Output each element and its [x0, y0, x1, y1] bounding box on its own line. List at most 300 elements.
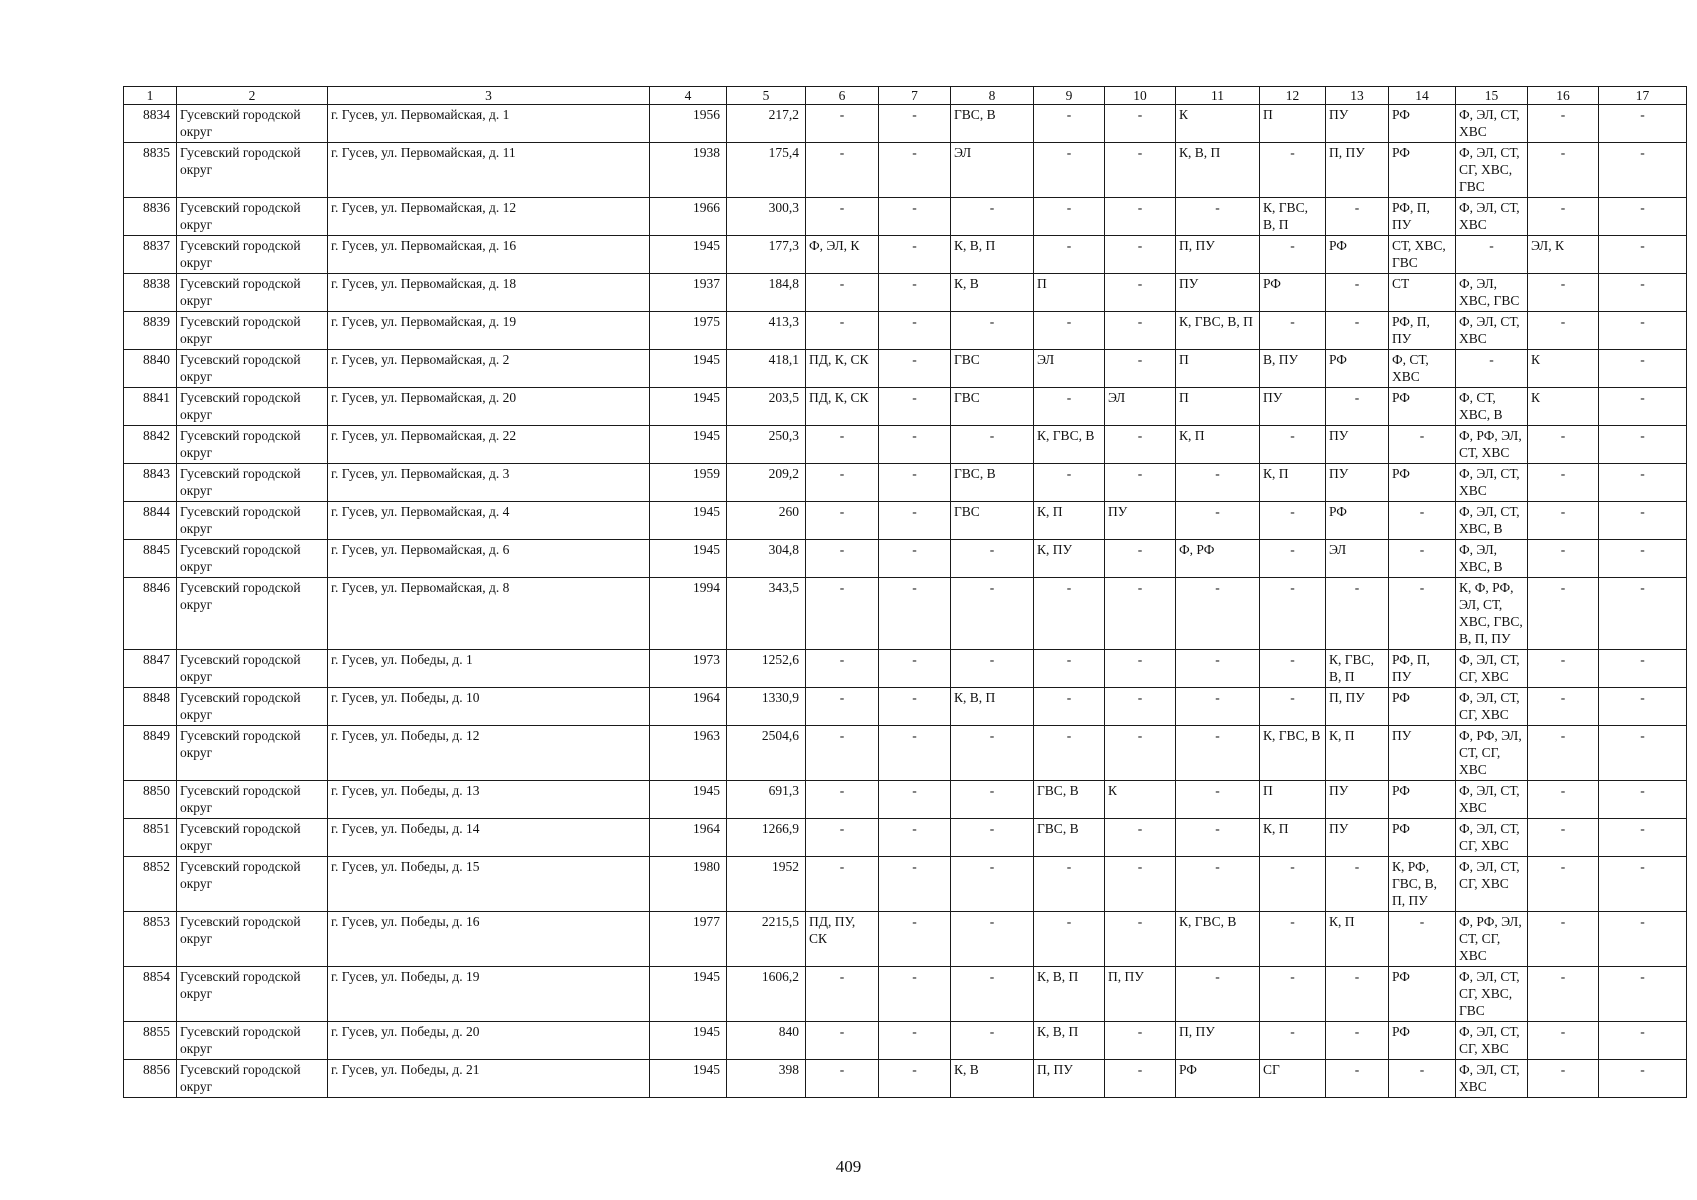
- table-cell: Гусевский городской округ: [177, 350, 328, 388]
- table-cell: Ф, ЭЛ, СТ, ХВС: [1456, 1060, 1528, 1098]
- table-cell: Гусевский городской округ: [177, 236, 328, 274]
- table-cell: 8836: [124, 198, 177, 236]
- table-cell: Ф, ЭЛ, СТ, ХВС, В: [1456, 502, 1528, 540]
- table-cell: г. Гусев, ул. Победы, д. 21: [328, 1060, 650, 1098]
- table-cell: -: [1176, 781, 1260, 819]
- table-cell: ЭЛ, К: [1528, 236, 1599, 274]
- table-cell: ГВС: [951, 502, 1034, 540]
- table-cell: ПД, ПУ, СК: [806, 912, 879, 967]
- table-cell: -: [1176, 578, 1260, 650]
- table-cell: 177,3: [727, 236, 806, 274]
- column-header: 6: [806, 87, 879, 105]
- table-cell: -: [1105, 819, 1176, 857]
- table-cell: г. Гусев, ул. Первомайская, д. 4: [328, 502, 650, 540]
- table-cell: П: [1176, 388, 1260, 426]
- table-cell: 8835: [124, 143, 177, 198]
- table-cell: -: [1528, 819, 1599, 857]
- table-cell: -: [806, 578, 879, 650]
- table-cell: -: [1599, 726, 1687, 781]
- table-cell: -: [879, 578, 951, 650]
- table-cell: К, П: [1034, 502, 1105, 540]
- table-cell: К: [1528, 388, 1599, 426]
- table-cell: К, П: [1326, 912, 1389, 967]
- table-cell: 1980: [650, 857, 727, 912]
- table-cell: -: [806, 1060, 879, 1098]
- table-cell: 304,8: [727, 540, 806, 578]
- table-cell: К: [1176, 105, 1260, 143]
- table-cell: -: [1176, 819, 1260, 857]
- housing-registry-table: [123, 86, 1687, 1098]
- table-cell: К, П: [1176, 426, 1260, 464]
- table-cell: Ф, СТ, ХВС: [1389, 350, 1456, 388]
- table-cell: -: [1599, 1060, 1687, 1098]
- table-cell: ПУ: [1326, 105, 1389, 143]
- table-cell: -: [806, 312, 879, 350]
- table-cell: ПУ: [1326, 426, 1389, 464]
- table-cell: г. Гусев, ул. Первомайская, д. 3: [328, 464, 650, 502]
- table-cell: -: [1528, 578, 1599, 650]
- table-cell: -: [1599, 198, 1687, 236]
- table-cell: -: [1599, 426, 1687, 464]
- table-cell: К, В: [951, 1060, 1034, 1098]
- table-cell: 1973: [650, 650, 727, 688]
- table-cell: Гусевский городской округ: [177, 105, 328, 143]
- column-number-row: [124, 87, 1687, 105]
- table-cell: Гусевский городской округ: [177, 688, 328, 726]
- table-cell: Ф, ЭЛ, СТ, СГ, ХВС, ГВС: [1456, 143, 1528, 198]
- table-cell: 1938: [650, 143, 727, 198]
- table-cell: 175,4: [727, 143, 806, 198]
- table-cell: П, ПУ: [1176, 1022, 1260, 1060]
- table-cell: 8851: [124, 819, 177, 857]
- table-cell: РФ: [1326, 236, 1389, 274]
- table-cell: -: [1326, 1060, 1389, 1098]
- table-cell: -: [1105, 198, 1176, 236]
- table-cell: -: [1034, 650, 1105, 688]
- table-cell: -: [1528, 540, 1599, 578]
- table-cell: -: [1105, 540, 1176, 578]
- table-cell: -: [806, 198, 879, 236]
- table-cell: 203,5: [727, 388, 806, 426]
- table-cell: СТ: [1389, 274, 1456, 312]
- table-cell: 343,5: [727, 578, 806, 650]
- table-cell: -: [1599, 857, 1687, 912]
- table-cell: Гусевский городской округ: [177, 857, 328, 912]
- table-cell: ПУ: [1105, 502, 1176, 540]
- table-cell: -: [806, 650, 879, 688]
- table-cell: 1975: [650, 312, 727, 350]
- table-cell: -: [1528, 726, 1599, 781]
- table-cell: -: [806, 540, 879, 578]
- table-cell: 209,2: [727, 464, 806, 502]
- table-cell: П, ПУ: [1326, 143, 1389, 198]
- table-cell: К: [1528, 350, 1599, 388]
- table-cell: -: [1456, 236, 1528, 274]
- table-cell: -: [1176, 650, 1260, 688]
- table-cell: 8838: [124, 274, 177, 312]
- table-cell: -: [1176, 688, 1260, 726]
- table-cell: -: [879, 688, 951, 726]
- table-cell: -: [1034, 388, 1105, 426]
- table-cell: -: [1260, 236, 1326, 274]
- table-cell: ГВС: [951, 388, 1034, 426]
- table-row: [124, 819, 1687, 857]
- page-number: 409: [835, 1157, 862, 1176]
- table-row: [124, 857, 1687, 912]
- table-cell: -: [1528, 857, 1599, 912]
- table-cell: -: [1389, 502, 1456, 540]
- table-cell: К, В, П: [951, 236, 1034, 274]
- table-cell: 1945: [650, 781, 727, 819]
- table-row: [124, 350, 1687, 388]
- table-row: [124, 578, 1687, 650]
- table-cell: -: [1326, 388, 1389, 426]
- column-header: 11: [1176, 87, 1260, 105]
- table-cell: П, ПУ: [1176, 236, 1260, 274]
- table-cell: -: [879, 857, 951, 912]
- table-cell: Ф, ЭЛ, СТ, ХВС: [1456, 312, 1528, 350]
- table-cell: К, В, П: [1034, 1022, 1105, 1060]
- table-cell: Ф, ЭЛ, ХВС, ГВС: [1456, 274, 1528, 312]
- table-cell: -: [1105, 578, 1176, 650]
- table-cell: Ф, ЭЛ, К: [806, 236, 879, 274]
- table-cell: 1964: [650, 819, 727, 857]
- table-cell: К, ГВС, В, П: [1326, 650, 1389, 688]
- table-cell: -: [1599, 464, 1687, 502]
- table-cell: -: [879, 105, 951, 143]
- table-cell: -: [1105, 688, 1176, 726]
- table-cell: Гусевский городской округ: [177, 967, 328, 1022]
- table-cell: -: [1528, 967, 1599, 1022]
- table-cell: -: [879, 819, 951, 857]
- table-cell: -: [1105, 350, 1176, 388]
- table-cell: Ф, ЭЛ, СТ, СГ, ХВС, ГВС: [1456, 967, 1528, 1022]
- table-cell: -: [951, 967, 1034, 1022]
- table-cell: -: [1599, 502, 1687, 540]
- table-cell: Гусевский городской округ: [177, 502, 328, 540]
- table-cell: -: [879, 1022, 951, 1060]
- table-cell: -: [1260, 502, 1326, 540]
- table-row: [124, 105, 1687, 143]
- table-cell: г. Гусев, ул. Победы, д. 20: [328, 1022, 650, 1060]
- table-cell: 1945: [650, 967, 727, 1022]
- table-row: [124, 426, 1687, 464]
- table-cell: РФ: [1389, 143, 1456, 198]
- table-cell: 250,3: [727, 426, 806, 464]
- table-cell: 1963: [650, 726, 727, 781]
- table-cell: К, П: [1260, 819, 1326, 857]
- table-cell: Гусевский городской округ: [177, 819, 328, 857]
- table-cell: -: [1260, 312, 1326, 350]
- table-cell: РФ: [1326, 350, 1389, 388]
- column-header: 2: [177, 87, 328, 105]
- table-cell: -: [806, 105, 879, 143]
- table-cell: -: [1528, 1060, 1599, 1098]
- table-cell: -: [1105, 143, 1176, 198]
- table-cell: РФ: [1389, 464, 1456, 502]
- table-cell: 1937: [650, 274, 727, 312]
- table-cell: 1945: [650, 388, 727, 426]
- table-cell: -: [1260, 912, 1326, 967]
- table-cell: -: [1326, 857, 1389, 912]
- table-cell: РФ: [1389, 819, 1456, 857]
- table-cell: -: [1176, 967, 1260, 1022]
- table-cell: ПУ: [1326, 464, 1389, 502]
- table-cell: -: [1105, 274, 1176, 312]
- table-row: [124, 388, 1687, 426]
- table-cell: -: [951, 781, 1034, 819]
- table-cell: -: [1034, 726, 1105, 781]
- table-cell: 1952: [727, 857, 806, 912]
- table-cell: -: [879, 540, 951, 578]
- table-cell: Гусевский городской округ: [177, 464, 328, 502]
- table-cell: -: [1260, 967, 1326, 1022]
- table-cell: -: [1599, 578, 1687, 650]
- table-cell: -: [1176, 857, 1260, 912]
- table-row: [124, 502, 1687, 540]
- table-row: [124, 1022, 1687, 1060]
- table-cell: г. Гусев, ул. Первомайская, д. 22: [328, 426, 650, 464]
- table-cell: -: [1528, 274, 1599, 312]
- table-cell: 1966: [650, 198, 727, 236]
- table-cell: Гусевский городской округ: [177, 650, 328, 688]
- table-cell: Ф, ЭЛ, СТ, СГ, ХВС: [1456, 1022, 1528, 1060]
- table-cell: СТ, ХВС, ГВС: [1389, 236, 1456, 274]
- table-cell: -: [1528, 464, 1599, 502]
- table-cell: -: [1105, 912, 1176, 967]
- table-cell: К, П: [1260, 464, 1326, 502]
- table-row: [124, 312, 1687, 350]
- table-cell: г. Гусев, ул. Первомайская, д. 12: [328, 198, 650, 236]
- table-cell: -: [1599, 388, 1687, 426]
- column-header: 5: [727, 87, 806, 105]
- table-cell: 1266,9: [727, 819, 806, 857]
- table-cell: ГВС, В: [951, 105, 1034, 143]
- table-cell: г. Гусев, ул. Победы, д. 19: [328, 967, 650, 1022]
- table-header: [124, 87, 1687, 105]
- table-cell: РФ, П, ПУ: [1389, 198, 1456, 236]
- table-cell: 1945: [650, 1022, 727, 1060]
- table-cell: Ф, ЭЛ, СТ, СГ, ХВС: [1456, 650, 1528, 688]
- table-cell: 300,3: [727, 198, 806, 236]
- table-cell: -: [1599, 688, 1687, 726]
- table-cell: Гусевский городской округ: [177, 578, 328, 650]
- column-header: 4: [650, 87, 727, 105]
- table-cell: -: [879, 650, 951, 688]
- table-cell: -: [1105, 426, 1176, 464]
- table-cell: -: [1034, 857, 1105, 912]
- table-cell: ПД, К, СК: [806, 388, 879, 426]
- table-cell: -: [1599, 143, 1687, 198]
- table-cell: -: [1260, 1022, 1326, 1060]
- table-cell: РФ: [1260, 274, 1326, 312]
- table-cell: 398: [727, 1060, 806, 1098]
- table-cell: Гусевский городской округ: [177, 274, 328, 312]
- table-cell: -: [951, 540, 1034, 578]
- table-cell: -: [1105, 1022, 1176, 1060]
- column-header: 7: [879, 87, 951, 105]
- table-cell: Ф, ЭЛ, СТ, ХВС: [1456, 105, 1528, 143]
- column-header: 10: [1105, 87, 1176, 105]
- table-row: [124, 274, 1687, 312]
- table-cell: -: [1105, 105, 1176, 143]
- table-cell: -: [951, 1022, 1034, 1060]
- table-cell: К, В, П: [951, 688, 1034, 726]
- table-cell: Ф, ЭЛ, СТ, СГ, ХВС: [1456, 857, 1528, 912]
- table-cell: К, ПУ: [1034, 540, 1105, 578]
- table-cell: 8837: [124, 236, 177, 274]
- table-cell: -: [1599, 1022, 1687, 1060]
- table-cell: -: [1034, 912, 1105, 967]
- table-cell: г. Гусев, ул. Первомайская, д. 1: [328, 105, 650, 143]
- table-cell: 1945: [650, 1060, 727, 1098]
- table-cell: Ф, РФ: [1176, 540, 1260, 578]
- table-cell: ГВС, В: [1034, 819, 1105, 857]
- table-cell: 1330,9: [727, 688, 806, 726]
- table-cell: г. Гусев, ул. Победы, д. 16: [328, 912, 650, 967]
- table-cell: -: [806, 274, 879, 312]
- table-row: [124, 540, 1687, 578]
- table-row: [124, 198, 1687, 236]
- table-cell: 1977: [650, 912, 727, 967]
- table-cell: -: [1528, 312, 1599, 350]
- table-cell: -: [879, 236, 951, 274]
- table-cell: -: [1528, 781, 1599, 819]
- table-cell: 1994: [650, 578, 727, 650]
- table-cell: ПУ: [1326, 819, 1389, 857]
- table-cell: Ф, РФ, ЭЛ, СТ, ХВС: [1456, 426, 1528, 464]
- table-cell: РФ: [1389, 1022, 1456, 1060]
- table-cell: -: [879, 388, 951, 426]
- table-cell: г. Гусев, ул. Победы, д. 12: [328, 726, 650, 781]
- table-cell: 8849: [124, 726, 177, 781]
- table-cell: -: [879, 143, 951, 198]
- table-cell: ЭЛ: [951, 143, 1034, 198]
- table-cell: -: [879, 1060, 951, 1098]
- table-row: [124, 781, 1687, 819]
- table-cell: -: [1456, 350, 1528, 388]
- table-cell: -: [1599, 819, 1687, 857]
- table-cell: 8846: [124, 578, 177, 650]
- table-cell: 418,1: [727, 350, 806, 388]
- table-cell: -: [1105, 236, 1176, 274]
- table-cell: П, ПУ: [1105, 967, 1176, 1022]
- table-cell: -: [1528, 1022, 1599, 1060]
- table-cell: 1959: [650, 464, 727, 502]
- table-cell: -: [1528, 688, 1599, 726]
- table-cell: -: [806, 781, 879, 819]
- table-cell: 8843: [124, 464, 177, 502]
- table-cell: ПД, К, СК: [806, 350, 879, 388]
- table-cell: -: [1260, 650, 1326, 688]
- table-cell: г. Гусев, ул. Победы, д. 15: [328, 857, 650, 912]
- table-cell: ПУ: [1260, 388, 1326, 426]
- table-cell: -: [806, 967, 879, 1022]
- table-cell: 8850: [124, 781, 177, 819]
- table-cell: -: [951, 312, 1034, 350]
- table-cell: К, ГВС, В: [1176, 912, 1260, 967]
- table-cell: -: [951, 198, 1034, 236]
- table-cell: Гусевский городской округ: [177, 143, 328, 198]
- table-cell: ПУ: [1389, 726, 1456, 781]
- table-cell: 840: [727, 1022, 806, 1060]
- table-cell: -: [1326, 578, 1389, 650]
- table-cell: Ф, РФ, ЭЛ, СТ, СГ, ХВС: [1456, 726, 1528, 781]
- column-header: 9: [1034, 87, 1105, 105]
- table-cell: РФ: [1326, 502, 1389, 540]
- table-cell: -: [1389, 578, 1456, 650]
- table-cell: -: [1034, 312, 1105, 350]
- table-cell: 413,3: [727, 312, 806, 350]
- table-cell: -: [806, 726, 879, 781]
- table-cell: 8841: [124, 388, 177, 426]
- table-cell: Ф, ЭЛ, СТ, СГ, ХВС: [1456, 819, 1528, 857]
- table-cell: -: [1105, 312, 1176, 350]
- table-cell: Ф, ЭЛ, СТ, ХВС: [1456, 781, 1528, 819]
- table-cell: г. Гусев, ул. Победы, д. 1: [328, 650, 650, 688]
- column-header: 3: [328, 87, 650, 105]
- table-cell: -: [806, 1022, 879, 1060]
- table-cell: РФ: [1389, 688, 1456, 726]
- table-cell: -: [1389, 912, 1456, 967]
- table-cell: 184,8: [727, 274, 806, 312]
- table-cell: Гусевский городской округ: [177, 1022, 328, 1060]
- table-cell: Гусевский городской округ: [177, 726, 328, 781]
- table-cell: РФ, П, ПУ: [1389, 312, 1456, 350]
- table-cell: -: [1034, 464, 1105, 502]
- table-cell: Гусевский городской округ: [177, 312, 328, 350]
- table-cell: -: [951, 857, 1034, 912]
- table-cell: -: [879, 502, 951, 540]
- table-cell: -: [879, 426, 951, 464]
- table-cell: г. Гусев, ул. Победы, д. 13: [328, 781, 650, 819]
- table-cell: 8856: [124, 1060, 177, 1098]
- table-cell: -: [879, 350, 951, 388]
- table-cell: К, В, П: [1034, 967, 1105, 1022]
- table-cell: -: [1326, 274, 1389, 312]
- table-cell: 1945: [650, 350, 727, 388]
- table-cell: Гусевский городской округ: [177, 198, 328, 236]
- table-cell: К, В: [951, 274, 1034, 312]
- table-cell: -: [1260, 578, 1326, 650]
- table-cell: -: [806, 688, 879, 726]
- table-cell: П, ПУ: [1326, 688, 1389, 726]
- table-cell: -: [1105, 650, 1176, 688]
- table-row: [124, 912, 1687, 967]
- table-cell: -: [1528, 198, 1599, 236]
- table-cell: 1964: [650, 688, 727, 726]
- table-cell: -: [1599, 781, 1687, 819]
- table-cell: -: [806, 819, 879, 857]
- table-cell: ГВС, В: [1034, 781, 1105, 819]
- table-cell: -: [1528, 912, 1599, 967]
- table-cell: -: [806, 502, 879, 540]
- table-cell: К: [1105, 781, 1176, 819]
- column-header: 15: [1456, 87, 1528, 105]
- table-cell: -: [1389, 1060, 1456, 1098]
- table-row: [124, 650, 1687, 688]
- table-cell: -: [1260, 540, 1326, 578]
- table-cell: К, РФ, ГВС, В, П, ПУ: [1389, 857, 1456, 912]
- table-row: [124, 143, 1687, 198]
- table-cell: -: [1599, 236, 1687, 274]
- table-cell: Гусевский городской округ: [177, 388, 328, 426]
- table-cell: К, П: [1326, 726, 1389, 781]
- table-cell: ЭЛ: [1326, 540, 1389, 578]
- table-cell: -: [1599, 274, 1687, 312]
- table-cell: 8848: [124, 688, 177, 726]
- table-cell: Ф, ЭЛ, СТ, ХВС: [1456, 464, 1528, 502]
